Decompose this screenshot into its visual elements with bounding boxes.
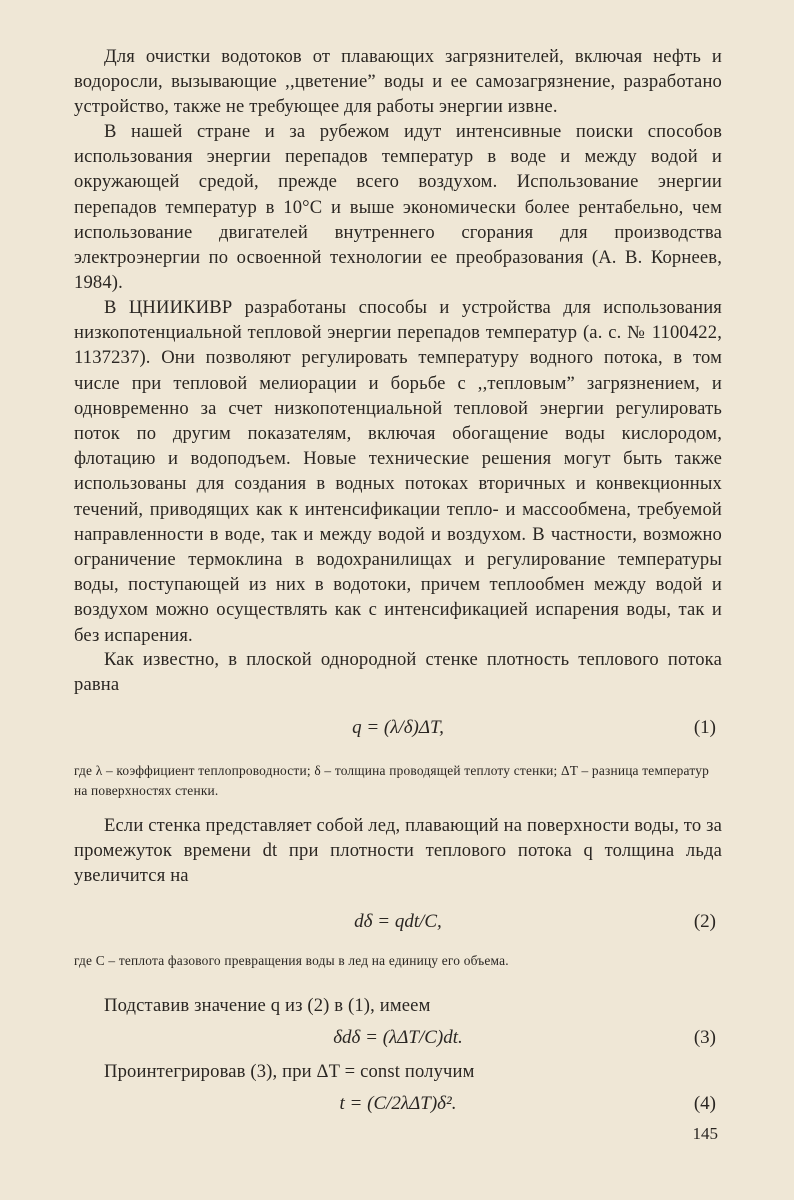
formula-3-number: (3) [693,1027,716,1048]
note-formula-1: где λ – коэффициент теплопроводности; δ – толщина проводящей теплоту стенки; ΔT – разница температур на поверхностях стенки. [74,763,709,798]
formula-3 [74,1019,722,1059]
paragraph-integration: Проинтегрировав (3), при ΔT = const получим [104,1061,475,1082]
formula-4 [74,1085,722,1125]
paragraph-heat-flux-intro: Как известно, в плоской однородной стенке плотность теплового потока равна [74,649,722,696]
note-formula-2: где C – теплота фазового превращения воды в лед на единицу его объема. [74,953,509,968]
page-number: 145 [692,1124,718,1143]
formula-2-number: (2) [693,911,716,932]
paragraph-ice-growth: Если стенка представляет собой лед, плавающий на поверхности воды, то за промежуток времени dt при плотности теплового потока q толщина льда увеличится на [74,815,722,887]
formula-1 [74,709,722,749]
formula-1-number: (1) [693,717,716,738]
paragraph-temperature-energy: В нашей стране и за рубежом идут интенсивные поиски способов использования энергии перепадов температур в воде и между водой и окружающей средой, прежде всего воздухом. Использование энергии перепадов температур в 10°С и выше экономически более рентабельно, чем использование двигателей внутреннего сгорания для производства электроэнергии по освоенной технологии ее преобразования (А. В. Корнеев, 1984). [74,121,722,294]
formula-4-number: (4) [693,1093,716,1114]
formula-3-expression: δdδ = (λΔT/C)dt. [333,1027,463,1048]
paragraph-substitution: Подставив значение q из (2) в (1), имеем [104,995,431,1016]
formula-4-expression: t = (C/2λΔT)δ². [339,1093,457,1114]
formula-2 [74,903,722,943]
formula-2-expression: dδ = qdt/C, [354,911,442,932]
formula-1-expression: q = (λ/δ)ΔT, [352,717,444,738]
paragraph-cleaning-device: Для очистки водотоков от плавающих загрязнителей, включая нефть и водоросли, вызывающие ,,цветение” воды и ее самозагрязнение, разработано устройство, также не требующее для работы энергии извне. [74,46,722,118]
paragraph-cniikivr-methods: В ЦНИИКИВР разработаны способы и устройства для использования низкопотенциальной тепловой энергии перепадов температур (а. с. № 1100422, 1137237). Они позволяют регулировать температуру водного потока, в том числе при тепловой мелиорации и борьбе с ,,тепловым” загрязнением, и одновременно за счет низкопотенциальной тепловой энергии регулировать поток по другим показателям, включая обогащение воды кислородом, флотацию и водоподъем. Новые технические решения могут быть также использованы для создания в водных потоках вторичных и конвекционных течений, приводящих как к интенсификации тепло- и массообмена, требуемой направленности в воде, так и между водой и воздухом. В частности, возможно ограничение термоклина в водохранилищах и регулирование температуры воды, поступающей из них в водотоки, причем теплообмен между водой и воздухом можно осуществлять как с интенсификацией испарения воды, так и без испарения. [74,297,722,646]
